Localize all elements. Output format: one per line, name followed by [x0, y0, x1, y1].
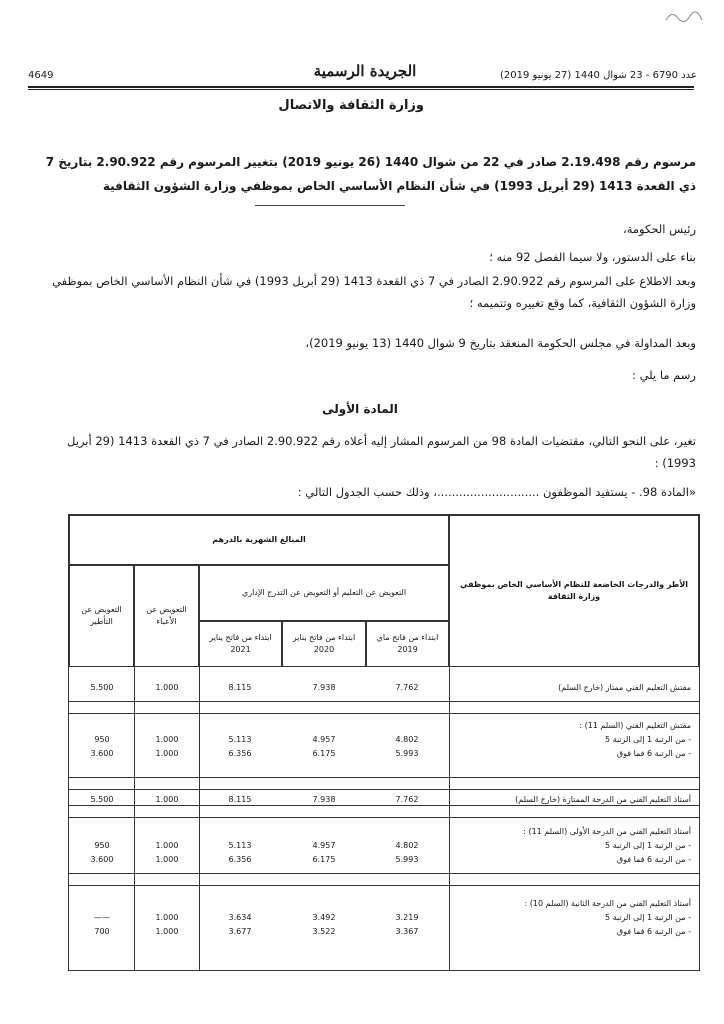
col-separator	[199, 667, 200, 970]
value-jan-2020: 6.175	[312, 855, 336, 864]
value-supervision: 3.600	[90, 855, 114, 864]
value-jan-2020: 6.175	[312, 749, 336, 758]
compensation-table	[68, 514, 700, 971]
value-supervision: ——	[94, 913, 110, 922]
value-burden: 1.000	[155, 913, 179, 922]
row-separator	[69, 713, 699, 714]
value-burden: 1.000	[155, 749, 179, 758]
header-grades: الأطر والدرجات الخاضعة للنظام الأساسي الخاص بموظفي وزارة الثقافة	[449, 515, 699, 667]
value-jan-2021: 3.634	[228, 913, 252, 922]
row-sub: - من الرتبة 6 فما فوق	[616, 749, 691, 758]
row-title: أستاذ التعليم الفني من الدرجة الأولى (السلم 11) :	[523, 827, 691, 836]
value-jan-2021: 6.356	[228, 855, 252, 864]
value-jan-2021: 8.115	[228, 683, 252, 692]
value-burden: 1.000	[155, 927, 179, 936]
page-number: 4649	[28, 70, 54, 81]
header-monthly-amounts: المبالغ الشهرية بالدرهم	[69, 515, 449, 565]
value-jan-2020: 7.938	[312, 795, 336, 804]
value-jan-2020: 4.957	[312, 841, 336, 850]
decrees-line: رسم ما يلي :	[632, 368, 696, 382]
row-separator	[69, 805, 699, 806]
value-may-2019: 7.762	[395, 795, 419, 804]
reference-decree-clause: وبعد الاطلاع على المرسوم رقم 2.90.922 الصادر في 7 ذي القعدة 1413 (29 أبريل 1993) في شأن النظام الأساسي الخاص بموظفي وزارة الشؤون الثقافية، كما وقع تغييره وتتميمه ؛	[52, 274, 696, 310]
value-jan-2021: 3.677	[228, 927, 252, 936]
value-may-2019: 5.993	[395, 749, 419, 758]
value-supervision: 700	[94, 927, 110, 936]
value-jan-2021: 8.115	[228, 795, 252, 804]
deliberation-clause: وبعد المداولة في مجلس الحكومة المنعقد بتاريخ 9 شوال 1440 (13 يونيو 2019)،	[305, 336, 696, 350]
value-supervision: 5.500	[90, 683, 114, 692]
col-separator	[449, 667, 450, 970]
article-98-text: «المادة 98. - يستفيد الموظفون ............................، وذلك حسب الجدول التالي :	[297, 485, 696, 499]
row-sub: - من الرتبة 6 فما فوق	[616, 855, 691, 864]
value-burden: 1.000	[155, 855, 179, 864]
value-supervision: 950	[94, 735, 110, 744]
row-sub: - من الرتبة 1 إلى الرتبة 5	[604, 913, 691, 922]
row-title: أستاذ التعليم الفني من الدرجة الممتازة (خارج السلم)	[515, 795, 691, 804]
constitution-clause: بناء على الدستور، ولا سيما الفصل 92 منه ؛	[489, 250, 696, 264]
value-supervision: 950	[94, 841, 110, 850]
value-supervision: 3.600	[90, 749, 114, 758]
header-rule-thin	[28, 89, 694, 90]
value-may-2019: 4.802	[395, 735, 419, 744]
row-sub: - من الرتبة 1 إلى الرتبة 5	[604, 735, 691, 744]
value-jan-2021: 5.113	[228, 841, 252, 850]
value-may-2019: 3.367	[395, 927, 419, 936]
header-jan-2021: ابتداء من فاتح يناير 2021	[199, 621, 282, 667]
value-may-2019: 3.219	[395, 913, 419, 922]
col-separator	[134, 667, 135, 970]
row-separator	[69, 777, 699, 778]
value-jan-2020: 7.938	[312, 683, 336, 692]
header-supervision-comp: التعويض عن التأطير	[69, 565, 134, 667]
value-supervision: 5.500	[90, 795, 114, 804]
value-jan-2020: 3.522	[312, 927, 336, 936]
value-burden: 1.000	[155, 795, 179, 804]
header-may-2019: ابتداء من فاتح ماي 2019	[366, 621, 449, 667]
value-jan-2021: 5.113	[228, 735, 252, 744]
row-sub: - من الرتبة 6 فما فوق	[616, 927, 691, 936]
row-title: مفتش التعليم الفني (السلم 11) :	[579, 721, 691, 730]
header-burden-comp: التعويض عن الأعباء	[134, 565, 199, 667]
row-separator	[69, 701, 699, 702]
header-rule	[28, 86, 694, 88]
header-teaching-comp: التعويض عن التعليم أو التعويض عن التدرج الإداري	[199, 565, 449, 621]
article-text: تغير، على النحو التالي، مقتضيات المادة 98 من المرسوم المشار إليه أعلاه رقم 2.90.922 الصادر في 7 ذي القعدة 1413 (29 أبريل 1993) :	[67, 434, 696, 470]
article-heading: المادة الأولى	[322, 402, 398, 416]
issue-info: عدد 6790 - 23 شوال 1440 (27 يونيو 2019)	[500, 70, 697, 81]
head-of-government: رئيس الحكومة،	[623, 222, 696, 236]
decree-title: مرسوم رقم 2.19.498 صادر في 22 من شوال 1440 (26 يونيو 2019) بتغيير المرسوم رقم 2.90.922 بتاريخ 7 ذي القعدة 1413 (29 أبريل 1993) في شأن النظام الأساسي الخاص بموظفي وزارة الشؤون الثقافية	[45, 155, 696, 193]
value-burden: 1.000	[155, 735, 179, 744]
title-underline	[255, 205, 405, 206]
row-title: مفتش التعليم الفني ممتاز (خارج السلم)	[558, 683, 691, 692]
value-jan-2020: 3.492	[312, 913, 336, 922]
value-may-2019: 7.762	[395, 683, 419, 692]
value-jan-2020: 4.957	[312, 735, 336, 744]
value-jan-2021: 6.356	[228, 749, 252, 758]
handwritten-mark	[664, 8, 704, 26]
value-burden: 1.000	[155, 841, 179, 850]
row-sub: - من الرتبة 1 إلى الرتبة 5	[604, 841, 691, 850]
value-burden: 1.000	[155, 683, 179, 692]
value-may-2019: 5.993	[395, 855, 419, 864]
row-title: أستاذ التعليم الفني من الدرجة الثانية (السلم 10) :	[524, 899, 691, 908]
row-separator	[69, 873, 699, 874]
row-separator	[69, 885, 699, 886]
journal-title: الجريدة الرسمية	[313, 62, 417, 80]
value-may-2019: 4.802	[395, 841, 419, 850]
header-jan-2020: ابتداء من فاتح يناير 2020	[282, 621, 366, 667]
row-separator	[69, 789, 699, 790]
ministry-name: وزارة الثقافة والاتصال	[278, 98, 424, 113]
row-separator	[69, 817, 699, 818]
